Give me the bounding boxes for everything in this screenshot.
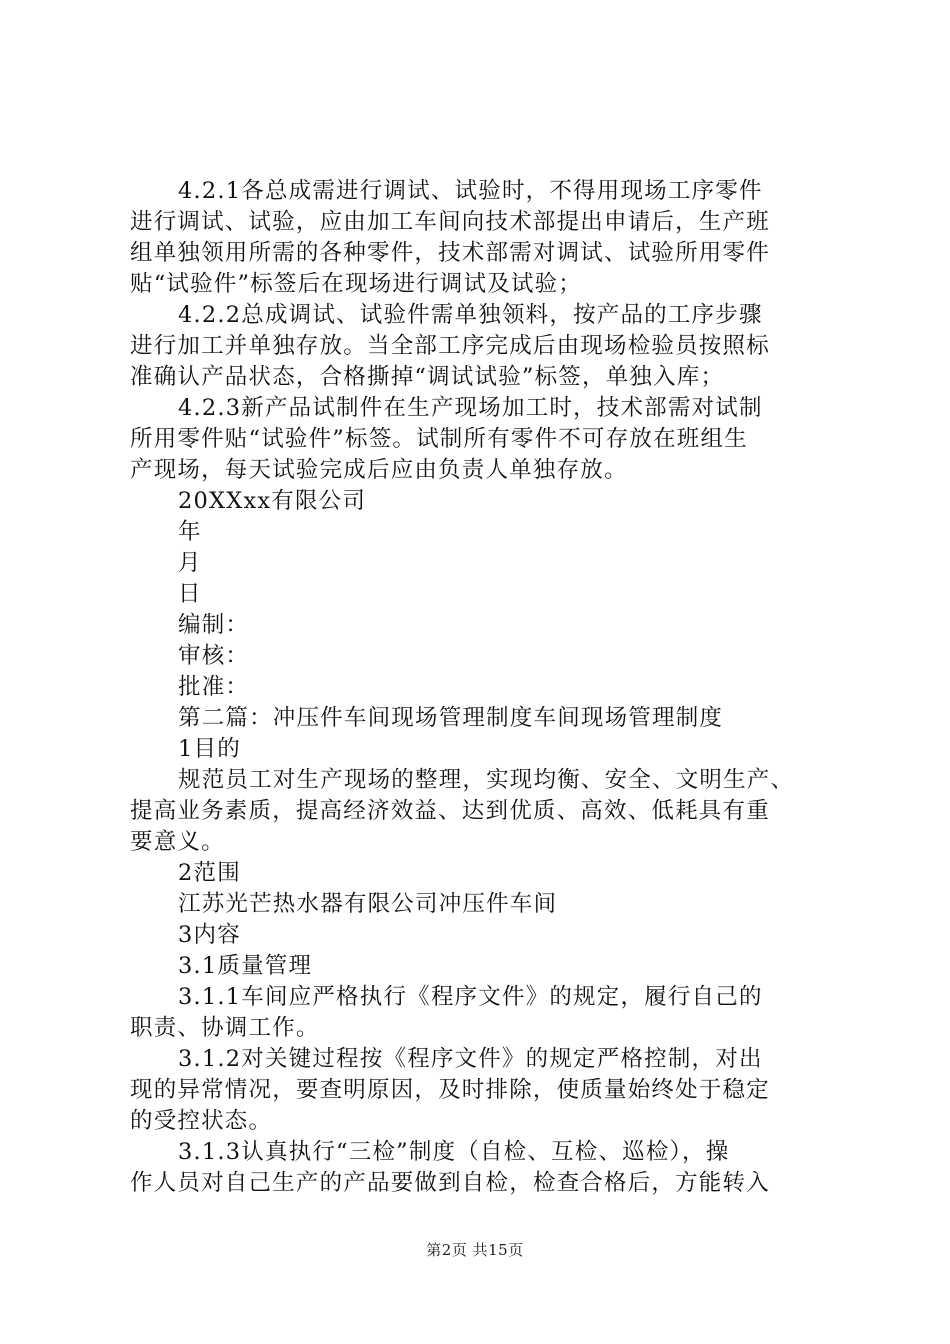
date-month-label: 月 xyxy=(178,550,202,576)
compiled-by-label: 编制： xyxy=(178,612,250,638)
paragraph-line: 职责、协调工作。 xyxy=(130,1015,320,1041)
paragraph-line: 4.2.1各总成需进行调试、试验时，不得用现场工序零件 xyxy=(178,178,763,204)
paragraph-line: 3.1.2对关键过程按《程序文件》的规定严格控制，对出 xyxy=(178,1046,763,1072)
paragraph-line: 组单独领用所需的各种零件，技术部需对调试、试验所用零件 xyxy=(130,240,770,266)
paragraph-line: 贴“试验件”标签后在现场进行调试及试验； xyxy=(130,271,583,297)
paragraph-line: 提高业务素质，提高经济效益、达到优质、高效、低耗具有重 xyxy=(130,798,770,824)
section-title: 第二篇：冲压件车间现场管理制度车间现场管理制度 xyxy=(178,705,724,731)
section-heading: 3内容 xyxy=(178,922,241,948)
paragraph-line: 作人员对自己生产的产品要做到自检，检查合格后，方能转入 xyxy=(130,1170,770,1196)
approved-by-label: 批准： xyxy=(178,674,250,700)
company-name: 20XXxx有限公司 xyxy=(178,488,367,514)
paragraph-line: 进行调试、试验，应由加工车间向技术部提出申请后，生产班 xyxy=(130,209,770,235)
date-day-label: 日 xyxy=(178,581,202,607)
page-number-footer: 第2页 共15页 xyxy=(426,1241,524,1259)
paragraph-line: 规范员工对生产现场的整理，实现均衡、安全、文明生产、 xyxy=(178,767,795,793)
paragraph-line: 准确认产品状态，合格撕掉“调试试验”标签，单独入库； xyxy=(130,364,725,390)
paragraph-line: 的受控状态。 xyxy=(130,1108,273,1134)
paragraph-line: 产现场，每天试验完成后应由负责人单独存放。 xyxy=(130,457,628,483)
section-heading: 3.1质量管理 xyxy=(178,953,313,979)
paragraph-line: 4.2.3新产品试制件在生产现场加工时，技术部需对试制 xyxy=(178,395,763,421)
document-body xyxy=(130,176,830,1199)
paragraph-line: 3.1.3认真执行“三检”制度（自检、互检、巡检），操 xyxy=(178,1139,730,1165)
paragraph-line: 3.1.1车间应严格执行《程序文件》的规定，履行自己的 xyxy=(178,984,763,1010)
paragraph-line: 进行加工并单独存放。当全部工序完成后由现场检验员按照标 xyxy=(130,333,770,359)
section-heading: 1目的 xyxy=(178,736,241,762)
paragraph-line: 江苏光芒热水器有限公司冲压件车间 xyxy=(178,891,558,917)
paragraph-line: 所用零件贴“试验件”标签。试制所有零件不可存放在班组生 xyxy=(130,426,748,452)
reviewed-by-label: 审核： xyxy=(178,643,250,669)
paragraph-line: 4.2.2总成调试、试验件需单独领料，按产品的工序步骤 xyxy=(178,302,763,328)
paragraph-line: 要意义。 xyxy=(130,829,225,855)
section-heading: 2范围 xyxy=(178,860,241,886)
paragraph-line: 现的异常情况，要查明原因，及时排除，使质量始终处于稳定 xyxy=(130,1077,770,1103)
date-year-label: 年 xyxy=(178,519,202,545)
